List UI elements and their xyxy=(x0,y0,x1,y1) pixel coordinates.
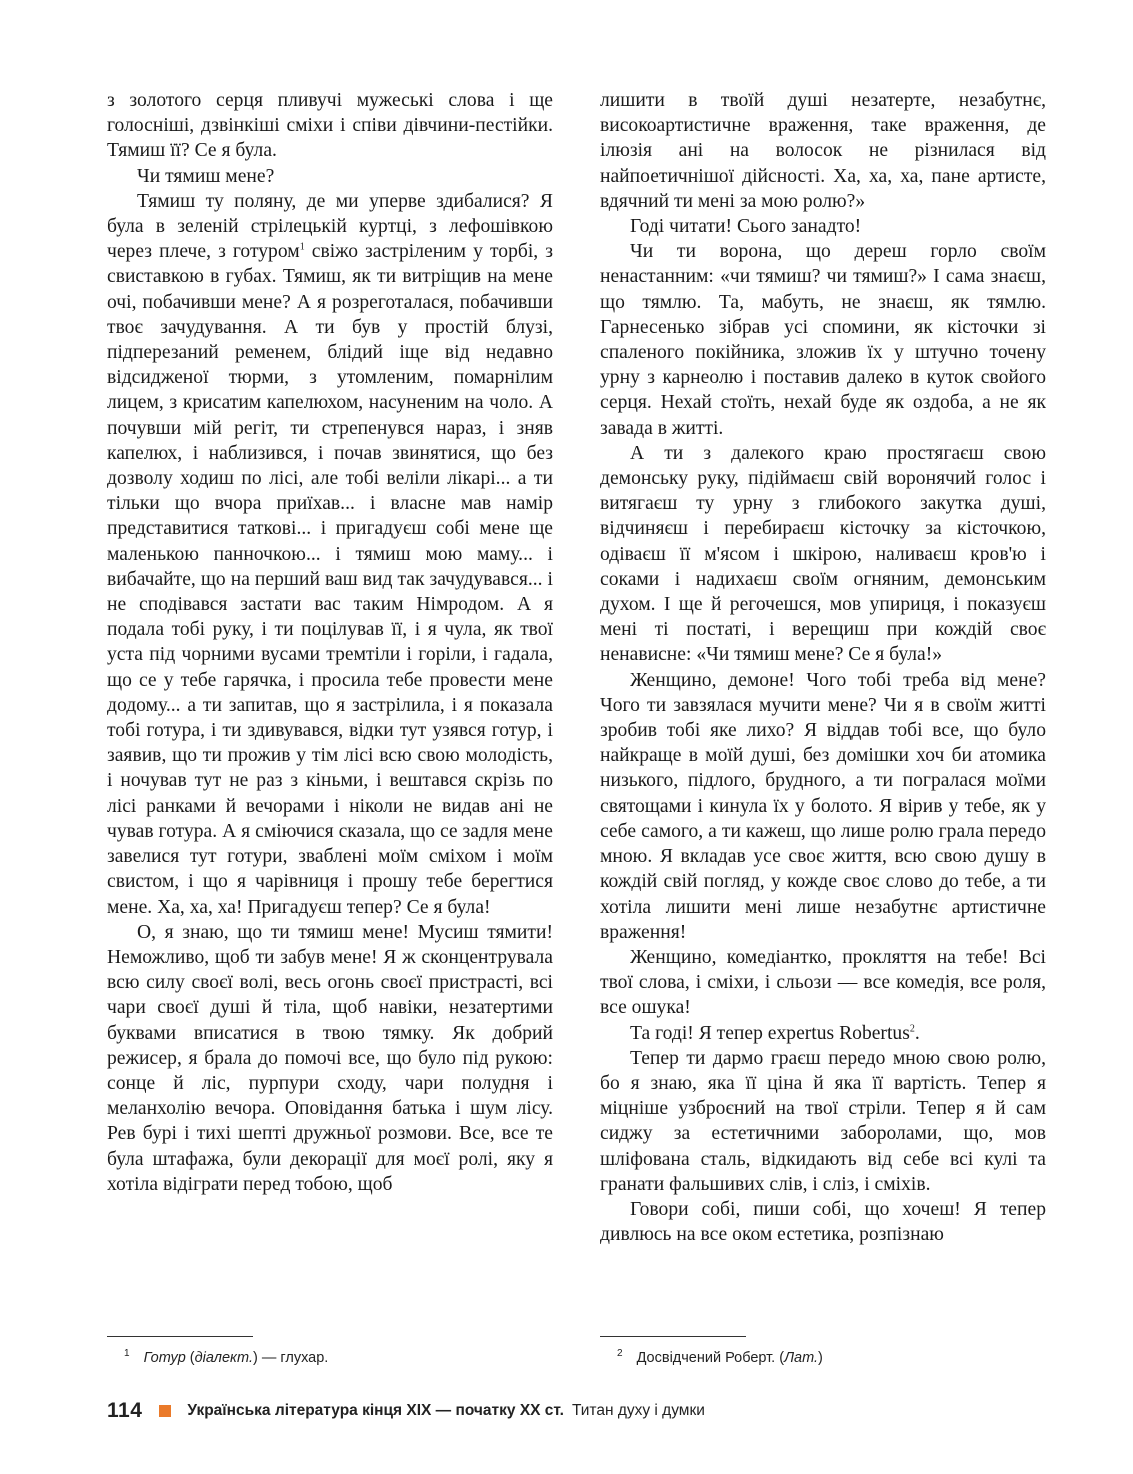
right-column xyxy=(600,88,1046,1247)
orange-square-icon xyxy=(159,1405,171,1417)
paragraph xyxy=(107,189,553,920)
footnote-ref: 1 xyxy=(299,241,305,253)
subsection-title: Титан духу і думки xyxy=(571,1402,705,1419)
paragraph: Женщино, комедіантко, прокляття на тебе! Всі твої слова, і сміхи, і сльози — все комедія, все роля, все ошука! xyxy=(600,946,1046,1019)
paragraph: лишити в твоїй душі незатерте, незабутнє, високоартистичне враження, таке враження, де ілюзія ані на волосок не різнилася від найпоетичнішої дійсності. Ха, ха, ха, пане артисте, вдячний ти мені за мою ролю?» xyxy=(600,90,1046,212)
footnote-1-paren-close: ) xyxy=(252,1349,258,1366)
footnote-1-note: діалект. xyxy=(194,1349,253,1366)
footnote-2-note: Лат. xyxy=(784,1349,819,1366)
page-footer xyxy=(107,1398,705,1424)
paragraph-text: Та годі! Я тепер expertus Robertus xyxy=(630,1022,910,1044)
paragraph: Тепер ти дармо граєш передо мною свою ролю, бо я знаю, яка її ціна й яка її вартість. Тепер я міцніше узброєний на твої стріли. Тепер я й сам сиджу за естетичними заборолами, що, мов шліфована сталь, відкидають від себе всі кулі та гранати фальшивих слів, і сліз, і сміхів. xyxy=(600,1047,1046,1195)
footnote-2-close: ) xyxy=(818,1349,823,1366)
paragraph: Говори собі, пиши собі, що хочеш! Я тепер дивлюсь на все оком естетика, розпізнаю xyxy=(600,1198,1046,1246)
paragraph: з золотого серця пливучі мужеські слова і ще голосніші, дзвінкіші сміхи і співи дівчини-пестійки. Тямиш її? Се я була. xyxy=(107,90,553,162)
footnote-2-text: Досвідчений Роберт. ( xyxy=(636,1349,785,1366)
footnote-rule-left xyxy=(107,1336,253,1337)
paragraph: Чи ти ворона, що дереш горло своїм ненастанним: «чи тямиш? чи тямиш?» І сама знаєш, що тямлю. Та, мабуть, не знаєш, як тямлю. Гарнесенько зібрав усі спомини, як кісточки зі спаленого покійника, зложив їх у штучно точену урну з карнеолю і поставив далеко в куток свойого серця. Нехай стоїть, нехай буде як оздоба, а не як завада в житті. xyxy=(600,241,1046,439)
paragraph xyxy=(600,1021,1046,1046)
paragraph: Чи тямиш мене? xyxy=(137,165,275,187)
paragraph-text: свіжо застріленим у торбі, з свиставкою в губах. Тямиш, як ти витріщив на мене очі, побачивши мене? А я розреготалася, побачивши твоє зачудування. А ти був у простій блузі, підперезаний ременем, блідий іще від недавно відсидженої тюрми, з утомленим, помарнілим лицем, з крисатим капелюхом, насуненим на чоло. А почувши мій регіт, ти стрепенувся нараз, і зняв капелюх, і наблизився, і почав звинятися, що без дозволу ходиш по лісі, але тобі веліли лікарі... а ти тільки що вчора приїхав... і власне мав намір представитися таткові... і пригадуєш собі мене ще маленькою панночкою... і тямиш мою маму... і вибачайте, що на перший ваш вид так зачудувався... і не сподівався застати вас таким Німродом. А я подала тобі руку, і ти поцілував її, і я чула, як твої уста під чорними вусами тремтіли і горіли, і гадала, що се у тебе гарячка, і просила тебе провести мене додому... а ти запитав, що я застрілила, і я показала тобі готура, і ти здивувався, відки тут узявся готур, і заявив, що ти прожив у тім лісі всю свою молодість, і ночував тут не раз з кіньми, і вештався скрізь по лісі ранками й вечорами і ніколи не видав ані не чував готура. А я сміючися сказала, що се задля мене завелися тут готури, зваблені моїм сміхом і моїм свистом, і що я чарівниця і прошу тебе берегтися мене. Ха, ха, ха! Пригадуєш тепер? Се я була! xyxy=(107,241,553,918)
left-column xyxy=(107,88,553,1197)
page-number: 114 xyxy=(107,1399,143,1422)
footnote-rule-right xyxy=(600,1336,746,1337)
footnote-2 xyxy=(617,1345,823,1367)
paragraph: Женщино, демоне! Чого тобі треба від мене? Чого ти завзялася мучити мене? Чи я в своїм житті зробив тобі яке лихо? Я віддав тобі все, що було найкраще в моїй душі, без домішки хоч би атомика низького, підлого, брудного, а ти погралася моїми святощами і кинула їх у болото. Я вірив у тебе, як у себе самого, а ти кажеш, що лише ролю грала передо мною. Я вкладав усе своє життя, всю свою душу в кождій свій погляд, у кожде своє слово до тебе, а ти хотіла лишити мені лише незабутнє артистичне враження! xyxy=(600,669,1046,943)
footnote-1-number: 1 xyxy=(124,1348,130,1359)
footnote-1-paren: ( xyxy=(185,1349,195,1366)
footnote-2-number: 2 xyxy=(617,1348,623,1359)
paragraph-text: . xyxy=(914,1022,920,1044)
footnote-ref: 2 xyxy=(909,1022,915,1034)
paragraph: А ти з далекого краю простягаєш свою демонську руку, підіймаєш свій воронячий голос і витягаєш ту урну з глибокого закутка душі, відчиняєш і перебираєш кісточку за кісточкою, одіваєш її м'ясом і шкірою, наливаєш кров'ю і соками і надихаєш своїм огняним, демонським духом. І ще й регочешся, мов упириця, і показуєш мені ті постаті, і верещиш при кождій своє ненависне: «Чи тямиш мене? Се я була!» xyxy=(600,442,1046,666)
footnote-1-definition: — глухар. xyxy=(257,1349,329,1366)
paragraph-text: Тямиш ту поляну, де ми уперве здибалися? Я була в зеленій стрілецькій куртці, з лефошівкою через плече, з готуром xyxy=(107,190,553,263)
footnote-1 xyxy=(124,1345,328,1367)
section-title: Українська література кінця XIX — початку XX ст. xyxy=(187,1402,564,1419)
footnote-1-term: Готур xyxy=(143,1349,186,1366)
paragraph: Годі читати! Сього занадто! xyxy=(630,216,862,238)
paragraph: О, я знаю, що ти тямиш мене! Мусиш тямити! Неможливо, щоб ти забув мене! Я ж сконцентрувала всю силу своєї волі, весь огонь своєї пристрасті, всі чари своєї душі й тіла, щоб навіки, незатертими буквами вписатися в твою тямку. Як добрий режисер, я брала до помочі все, що було під рукою: сонце й ліс, пурпури сходу, чари полудня і меланхолію вечора. Оповідання батька і шум лісу. Рев бурі і тихі шепті дружньої розмови. Все, все те була штафажа, були декорації для моєї ролі, яку я хотіла відіграти перед тобою, щоб xyxy=(107,921,553,1195)
